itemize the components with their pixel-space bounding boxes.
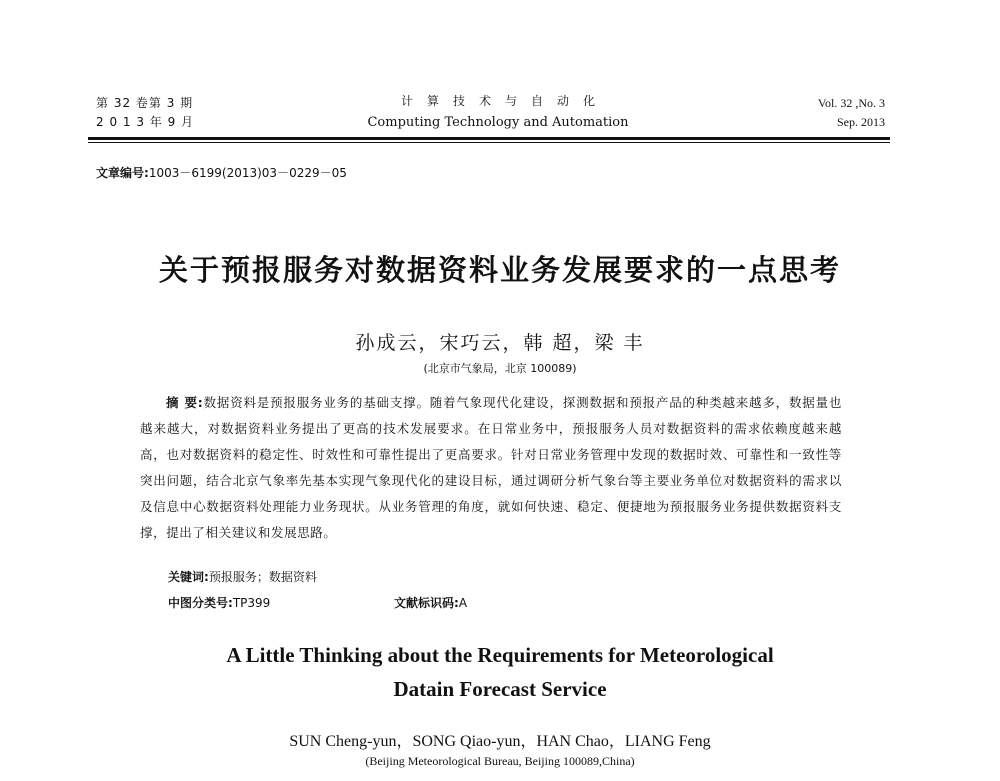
keywords-cn (168, 568, 317, 585)
title-en-line1: A Little Thinking about the Requirements for Meteorological (226, 643, 774, 667)
abstract-label: 摘 要: (166, 395, 204, 410)
document-mark-label: 文献标识码: (394, 596, 459, 610)
volume-issue-en: Vol. 32 ,No. 3 (817, 96, 885, 110)
classification-label: 中图分类号: (168, 596, 233, 610)
classification-number (168, 594, 270, 611)
header-left (96, 94, 194, 132)
header-rule-thick (88, 137, 890, 140)
journal-name-cn: 计算技术与自动化 (400, 94, 609, 108)
document-mark-value: A (458, 596, 468, 610)
authors-en: SUN Cheng-yun，SONG Qiao-yun，HAN Chao，LIANG Feng (289, 733, 711, 750)
keywords-label: 关键词: (168, 570, 209, 584)
header-center (300, 90, 696, 134)
affiliation-en: (Beijing Meteorological Bureau, Beijing 100089,China) (365, 754, 635, 768)
article-number-label: 文章编号: (96, 166, 149, 180)
article-number (96, 164, 347, 181)
title-en (100, 638, 900, 706)
volume-issue-cn: 第 32 卷第 3 期 (96, 96, 194, 110)
abstract-text: 数据资料是预报服务业务的基础支撑。随着气象现代化建设，探测数据和预报产品的种类越来越多，数据量也越来越大，对数据资料业务提出了更高的技术发展要求。在日常业务中，预报服务人员对数据资料的需求依赖度越来越高，也对数据资料的稳定性、时效性和可靠性提出了更高要求。针对日常业务管理中发现的数据时效、可靠性和一致性等突出问题，结合北京气象率先基本实现气象现代化的建设目标，通过调研分析气象台等主要业务单位对数据资料的需求以及信息中心数据资料处理能力业务现状。从业务管理的角度，就如何快速、稳定、便捷地为预报服务业务提供数据资料支撑，提出了相关建议和发展思路。 (140, 395, 842, 540)
title-en-line2: Datain Forecast Service (393, 677, 607, 701)
title-cn: 关于预报服务对数据资料业务发展要求的一点思考 (158, 253, 841, 287)
abstract-cn (140, 390, 842, 546)
authors-cn: 孙成云，宋巧云，韩 超，梁 丰 (355, 332, 645, 354)
affiliation-cn: (北京市气象局，北京 100089) (423, 362, 577, 375)
document-mark (394, 594, 467, 611)
header-rule-thin (88, 142, 890, 143)
date-en: Sep. 2013 (837, 115, 885, 129)
classification-value: TP399 (232, 596, 271, 610)
article-number-value: 1003－6199(2013)03－0229－05 (148, 166, 347, 180)
keywords-value: 预报服务；数据资料 (208, 570, 317, 584)
header-right (818, 94, 885, 132)
journal-name-en: Computing Technology and Automation (367, 115, 629, 130)
date-cn: 2 0 1 3 年 9 月 (96, 115, 195, 129)
